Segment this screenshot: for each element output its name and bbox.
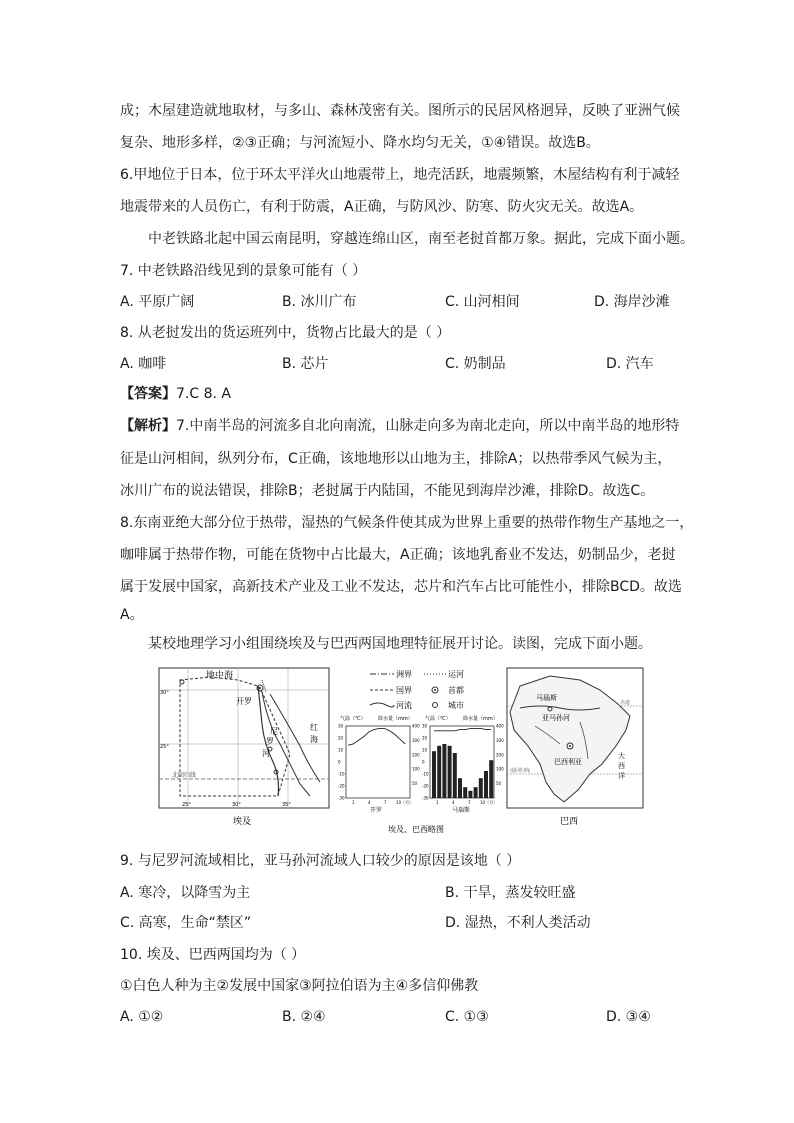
legend-canal: 运河 xyxy=(448,670,464,679)
q7-option-c: C. 山河相间 xyxy=(445,294,520,310)
precip-tick: 50 xyxy=(412,781,418,787)
legend-country: 国界 xyxy=(396,686,412,695)
temp-tick: -30 xyxy=(338,795,345,801)
map-figure xyxy=(150,664,650,839)
month-tick: 4 xyxy=(368,800,371,805)
temp-tick: -20 xyxy=(338,783,345,789)
precip-tick: 300 xyxy=(496,737,504,743)
temp-tick: 20 xyxy=(422,735,428,741)
question-7: 7. 中老铁路沿线见到的景象可能有（ ） xyxy=(120,263,367,279)
brasilia-label: 巴西利亚 xyxy=(554,758,582,766)
equator-label: 赤道 xyxy=(620,700,631,706)
q8-option-c: C. 奶制品 xyxy=(445,356,506,372)
q7-option-b: B. 冰川广布 xyxy=(282,294,357,310)
precip-tick: 100 xyxy=(412,766,420,772)
manaus-label: 马瑙斯 xyxy=(536,694,557,702)
manaus-precip-bar xyxy=(468,791,472,798)
q10-option-c: C. ①③ xyxy=(445,1009,489,1025)
nile-label: 河 xyxy=(262,749,270,758)
answer-value: 7.C 8. A xyxy=(176,386,231,402)
precip-axis-label: 降水量（mm） xyxy=(378,716,413,722)
text-line: 冰川广布的说法错误，排除B；老挝属于内陆国，不能见到海岸沙滩，排除D。故选C。 xyxy=(120,483,655,499)
temp-tick: 10 xyxy=(338,747,344,753)
q9-option-a: A. 寒冷，以降雪为主 xyxy=(120,885,251,901)
red-sea-label: 海 xyxy=(310,735,318,744)
temp-tick: -30 xyxy=(422,795,429,801)
temp-tick: 0 xyxy=(338,759,341,765)
analysis-label: 【解析】 xyxy=(120,418,176,434)
month-tick: 10（月） xyxy=(396,800,414,805)
month-tick: 7 xyxy=(384,800,387,805)
text-line: 地震带来的人员伤亡，有利于防震，A正确，与防风沙、防寒、防火灾无关。故选A。 xyxy=(120,199,644,215)
nile-label: 罗 xyxy=(266,737,274,746)
cairo-label: 开罗 xyxy=(236,697,252,706)
text-line: 复杂、地形多样，②③正确；与河流短小、降水均匀无关，①④错误。故选B。 xyxy=(120,135,600,151)
egypt-caption: 埃及 xyxy=(233,817,252,827)
climate-chart-cairo xyxy=(338,715,420,814)
legend-capital: 首都 xyxy=(448,686,464,695)
text-line: A。 xyxy=(120,607,144,623)
q10-option-a: A. ①② xyxy=(120,1009,164,1025)
lon-label: 30° xyxy=(232,802,241,808)
temp-tick: -10 xyxy=(422,771,429,777)
manaus-precip-bar xyxy=(432,751,436,798)
manaus-precip-bar xyxy=(479,778,483,798)
temp-tick: 0 xyxy=(422,759,425,765)
manaus-chart-caption: 马瑙斯 xyxy=(452,807,471,814)
cairo-chart-caption: 开罗 xyxy=(370,807,383,814)
tropic-label: 北回归线 xyxy=(172,772,197,779)
brazil-map xyxy=(507,668,643,827)
q8-option-b: B. 芯片 xyxy=(282,356,329,372)
temp-tick: 10 xyxy=(422,747,428,753)
q9-option-d: D. 湿热，不利人类活动 xyxy=(445,915,591,931)
mediterranean-label: 地中海 xyxy=(206,671,234,681)
precip-axis-label: 降水量（mm） xyxy=(463,716,498,722)
passage-intro-2: 某校地理学习小组围绕埃及与巴西两国地理特征展开讨论。读图，完成下面小题。 xyxy=(148,636,652,652)
lat-label: 30° xyxy=(160,690,169,696)
legend-continent: 洲界 xyxy=(396,670,412,679)
precip-tick: 200 xyxy=(496,752,504,758)
question-8: 8. 从老挝发出的货运班列中，货物占比最大的是（ ） xyxy=(120,325,451,341)
manaus-precip-bar xyxy=(448,746,452,798)
manaus-temp-line xyxy=(434,728,491,730)
month-tick: 1 xyxy=(352,800,355,805)
question-10: 10. 埃及、巴西两国均为（ ） xyxy=(120,947,306,963)
atlantic-label: 大 xyxy=(618,752,625,760)
manaus-precip-bar xyxy=(463,787,467,798)
q7-option-a: A. 平原广阔 xyxy=(120,294,195,310)
temp-tick: 20 xyxy=(338,735,344,741)
month-tick: 4 xyxy=(452,800,455,805)
lon-label: 35° xyxy=(282,802,291,808)
temp-tick: 30 xyxy=(422,723,428,729)
precip-tick: 400 xyxy=(412,723,420,729)
nile-label: 尼 xyxy=(270,727,278,736)
legend-city: 城市 xyxy=(448,701,464,710)
passage-intro: 中老铁路北起中国云南昆明，穿越连绵山区，南至老挝首都万象。据此，完成下面小题。 xyxy=(148,231,694,247)
text-line: 征是山河相间，纵列分布，C正确，该地地形以山地为主，排除A；以热带季风气候为主， xyxy=(120,451,672,467)
manaus-precip-bar xyxy=(458,778,462,798)
precip-tick: 50 xyxy=(496,781,502,787)
temp-tick: -20 xyxy=(422,783,429,789)
brazil-caption: 巴西 xyxy=(560,817,579,827)
q7-option-d: D. 海岸沙滩 xyxy=(594,294,670,310)
manaus-precip-bar xyxy=(442,744,446,798)
question-9: 9. 与尼罗河流域相比，亚马孙河流域人口较少的原因是该地（ ） xyxy=(120,853,521,869)
precip-tick: 100 xyxy=(496,766,504,772)
red-sea-label: 红 xyxy=(310,723,318,732)
q10-option-b: B. ②④ xyxy=(282,1009,326,1025)
q8-option-a: A. 咖啡 xyxy=(120,356,167,372)
precip-tick: 400 xyxy=(496,723,504,729)
answer-line xyxy=(120,384,231,404)
q10-option-d: D. ③④ xyxy=(606,1009,651,1025)
manaus-precip-bar xyxy=(489,760,493,798)
month-tick: 10（月） xyxy=(480,800,498,805)
text-line: 咖啡属于热带作物，可能在货物中占比最大，A正确；该地乳畜业不发达，奶制品少，老挝 xyxy=(120,547,676,563)
temp-axis-label: 气温（℃） xyxy=(340,716,366,722)
climate-chart-manaus xyxy=(422,715,504,814)
manaus-precip-bar xyxy=(437,746,441,798)
tropic-south-label: 南回归线 xyxy=(510,768,531,774)
question-10-statements: ①白色人种为主②发展中国家③阿拉伯语为主④多信仰佛教 xyxy=(120,978,479,994)
precip-tick: 300 xyxy=(412,737,420,743)
temp-tick: 30 xyxy=(338,723,344,729)
q9-option-b: B. 干旱，蒸发较旺盛 xyxy=(445,885,576,901)
analysis-text: 7.中南半岛的河流多自北向南流，山脉走向多为南北走向，所以中南半岛的地形特 xyxy=(176,418,680,434)
month-tick: 1 xyxy=(436,800,439,805)
q9-option-c: C. 高寒，生命“禁区” xyxy=(120,915,252,931)
temp-tick: -10 xyxy=(338,771,345,777)
month-tick: 7 xyxy=(468,800,471,805)
text-line: 8.东南亚绝大部分位于热带，湿热的气候条件使其成为世界上重要的热带作物生产基地之一， xyxy=(120,515,694,531)
question-6-answer: 6.甲地位于日本，位于环太平洋火山地震带上，地壳活跃，地震频繁，木屋结构有利于减轻 xyxy=(120,167,680,183)
amazon-label: 亚马孙河 xyxy=(542,714,570,722)
figure-caption: 埃及、巴西略图 xyxy=(388,825,444,834)
atlantic-label: 西 xyxy=(618,762,625,770)
manaus-precip-bar xyxy=(474,787,478,798)
atlantic-label: 洋 xyxy=(618,772,625,780)
text-line: 属于发展中国家，高新技术产业及工业不发达，芯片和汽车占比可能性小，排除BCD。故选 xyxy=(120,579,682,595)
cairo-temp-line xyxy=(348,728,405,745)
analysis-line xyxy=(120,416,679,436)
temp-axis-label: 气温（℃） xyxy=(425,716,451,722)
precip-tick: 200 xyxy=(412,752,420,758)
q8-option-d: D. 汽车 xyxy=(606,356,654,372)
legend xyxy=(370,669,464,710)
legend-river: 河流 xyxy=(396,701,412,710)
text-line: 成；木屋建造就地取材，与多山、森林茂密有关。图所示的民居风格迥异，反映了亚洲气候 xyxy=(120,103,680,119)
egypt-map xyxy=(159,668,329,827)
manaus-precip-bar xyxy=(484,771,488,798)
answer-label: 【答案】 xyxy=(120,386,176,402)
lat-label: 25° xyxy=(160,744,169,750)
manaus-precip-bar xyxy=(453,753,457,798)
lon-label: 25° xyxy=(182,802,191,808)
